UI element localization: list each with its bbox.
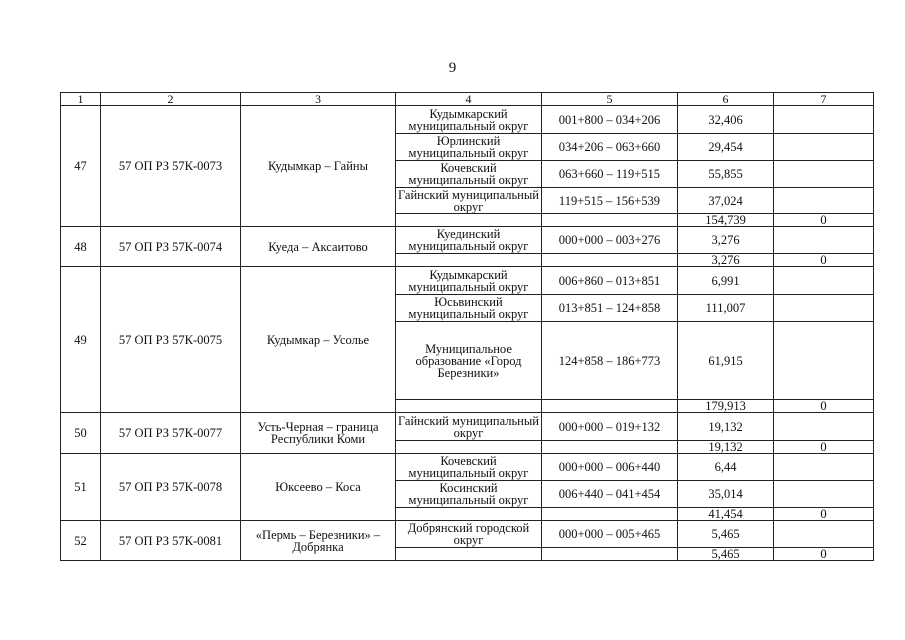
table-row — [61, 413, 874, 441]
length-cell: 35,014 — [678, 481, 774, 508]
range-cell: 124+858 – 186+773 — [542, 322, 678, 400]
table-row — [61, 521, 874, 548]
length-cell: 3,276 — [678, 227, 774, 254]
length-cell: 29,454 — [678, 134, 774, 161]
length-cell: 19,132 — [678, 413, 774, 441]
range-cell: 001+800 – 034+206 — [542, 106, 678, 134]
road-name: Усть-Черная – граница Республики Коми — [241, 413, 396, 454]
total-length: 41,454 — [678, 508, 774, 521]
col7-cell — [774, 521, 874, 548]
range-cell: 000+000 – 005+465 — [542, 521, 678, 548]
header-cell: 6 — [678, 93, 774, 106]
total-length: 19,132 — [678, 441, 774, 454]
table-row — [61, 106, 874, 134]
col7-cell — [774, 227, 874, 254]
empty-cell — [542, 214, 678, 227]
empty-cell — [542, 508, 678, 521]
total-col7: 0 — [774, 214, 874, 227]
road-name: «Пермь – Березники» – Добрянка — [241, 521, 396, 561]
length-cell: 32,406 — [678, 106, 774, 134]
district-cell: Косинский муниципальный округ — [396, 481, 542, 508]
empty-cell — [396, 441, 542, 454]
col7-cell — [774, 413, 874, 441]
total-col7: 0 — [774, 254, 874, 267]
header-cell: 2 — [101, 93, 241, 106]
road-code: 57 ОП РЗ 57К-0078 — [101, 454, 241, 521]
col7-cell — [774, 454, 874, 481]
total-length: 179,913 — [678, 400, 774, 413]
district-cell: Куединский муниципальный округ — [396, 227, 542, 254]
empty-cell — [542, 400, 678, 413]
col7-cell — [774, 134, 874, 161]
length-cell: 55,855 — [678, 161, 774, 188]
range-cell: 006+440 – 041+454 — [542, 481, 678, 508]
road-name: Кудымкар – Гайны — [241, 106, 396, 227]
header-cell: 7 — [774, 93, 874, 106]
district-cell: Кудымкарский муниципальный округ — [396, 106, 542, 134]
header-cell: 3 — [241, 93, 396, 106]
district-cell: Гайнский муниципальный округ — [396, 413, 542, 441]
row-number: 47 — [61, 106, 101, 227]
row-number: 48 — [61, 227, 101, 267]
district-cell: Юрлинский муниципальный округ — [396, 134, 542, 161]
total-col7: 0 — [774, 548, 874, 561]
road-name: Юксеево – Коса — [241, 454, 396, 521]
row-number: 49 — [61, 267, 101, 413]
district-cell: Кудымкарский муниципальный округ — [396, 267, 542, 295]
header-cell: 1 — [61, 93, 101, 106]
table-row — [61, 454, 874, 481]
row-number: 51 — [61, 454, 101, 521]
col7-cell — [774, 322, 874, 400]
range-cell: 034+206 – 063+660 — [542, 134, 678, 161]
length-cell: 5,465 — [678, 521, 774, 548]
empty-cell — [542, 254, 678, 267]
road-code: 57 ОП РЗ 57К-0075 — [101, 267, 241, 413]
road-code: 57 ОП РЗ 57К-0074 — [101, 227, 241, 267]
length-cell: 6,991 — [678, 267, 774, 295]
length-cell: 37,024 — [678, 188, 774, 214]
empty-cell — [396, 214, 542, 227]
district-cell: Юсьвинский муниципальный округ — [396, 295, 542, 322]
empty-cell — [396, 508, 542, 521]
col7-cell — [774, 188, 874, 214]
empty-cell — [542, 548, 678, 561]
total-col7: 0 — [774, 400, 874, 413]
total-col7: 0 — [774, 508, 874, 521]
total-length: 3,276 — [678, 254, 774, 267]
district-cell: Добрянский городской округ — [396, 521, 542, 548]
road-code: 57 ОП РЗ 57К-0077 — [101, 413, 241, 454]
header-row — [61, 93, 874, 106]
road-code: 57 ОП РЗ 57К-0073 — [101, 106, 241, 227]
length-cell: 111,007 — [678, 295, 774, 322]
row-number: 50 — [61, 413, 101, 454]
header-cell: 4 — [396, 93, 542, 106]
range-cell: 119+515 – 156+539 — [542, 188, 678, 214]
page-number: 9 — [448, 60, 457, 76]
range-cell: 000+000 – 019+132 — [542, 413, 678, 441]
total-col7: 0 — [774, 441, 874, 454]
table-row — [61, 227, 874, 254]
empty-cell — [396, 548, 542, 561]
total-length: 154,739 — [678, 214, 774, 227]
range-cell: 000+000 – 003+276 — [542, 227, 678, 254]
col7-cell — [774, 295, 874, 322]
range-cell: 000+000 – 006+440 — [542, 454, 678, 481]
col7-cell — [774, 161, 874, 188]
roads-table — [60, 92, 874, 561]
road-code: 57 ОП РЗ 57К-0081 — [101, 521, 241, 561]
district-cell: Гайнский муниципальный округ — [396, 188, 542, 214]
range-cell: 006+860 – 013+851 — [542, 267, 678, 295]
header-cell: 5 — [542, 93, 678, 106]
col7-cell — [774, 267, 874, 295]
col7-cell — [774, 481, 874, 508]
empty-cell — [396, 400, 542, 413]
col7-cell — [774, 106, 874, 134]
length-cell: 61,915 — [678, 322, 774, 400]
district-cell: Кочевский муниципальный округ — [396, 161, 542, 188]
range-cell: 063+660 – 119+515 — [542, 161, 678, 188]
length-cell: 6,44 — [678, 454, 774, 481]
road-name: Куеда – Аксаитово — [241, 227, 396, 267]
table-row — [61, 267, 874, 295]
row-number: 52 — [61, 521, 101, 561]
range-cell: 013+851 – 124+858 — [542, 295, 678, 322]
district-cell: Кочевский муниципальный округ — [396, 454, 542, 481]
district-cell: Муниципальное образование «Город Березники» — [396, 322, 542, 400]
empty-cell — [396, 254, 542, 267]
road-name: Кудымкар – Усолье — [241, 267, 396, 413]
total-length: 5,465 — [678, 548, 774, 561]
empty-cell — [542, 441, 678, 454]
